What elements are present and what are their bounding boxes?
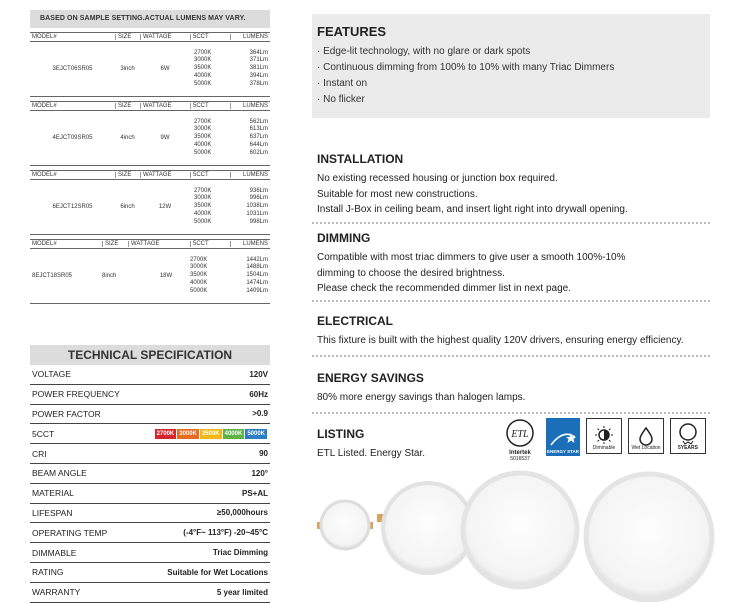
- spec-value: 120°: [251, 468, 268, 478]
- spec-label: POWER FREQUENCY: [32, 389, 120, 400]
- feature-item: · No flicker: [317, 94, 365, 105]
- model-size: [115, 42, 140, 96]
- cct-value: 2700K: [194, 187, 212, 194]
- svg-text:ETL: ETL: [511, 429, 529, 440]
- listing-line: ETL Listed. Energy Star.: [317, 448, 426, 459]
- electrical-section: [317, 314, 683, 349]
- model-number: [30, 111, 115, 165]
- features-box: [312, 14, 710, 118]
- lumens-value: 1031Lm: [246, 210, 268, 217]
- cct-value: 3000K: [194, 126, 212, 133]
- model-tables: [30, 10, 270, 304]
- lumens-list: [230, 249, 270, 303]
- dimmable-label: Dimmable: [592, 445, 616, 451]
- spec-label: OPERATING TEMP: [32, 527, 108, 538]
- spec-label: POWER FACTOR: [32, 408, 101, 419]
- model-wattage: [140, 42, 190, 96]
- spec-row: [30, 543, 270, 563]
- lumens-value: 998Lm: [249, 218, 268, 225]
- column-header: 5CCT: [190, 34, 230, 40]
- dimming-line: Please check the recommended dimmer list in next page.: [317, 283, 572, 294]
- divider: [312, 412, 710, 414]
- model-number: [30, 249, 102, 303]
- spec-label: WARRANTY: [32, 587, 81, 598]
- spec-value: >0.9: [252, 409, 268, 419]
- etl-number: 5016537: [510, 456, 530, 462]
- wet-location-label: Wet Location: [631, 445, 661, 451]
- spec-row: [30, 405, 270, 425]
- spec-row: [30, 484, 270, 504]
- lumens-value: 637Lm: [249, 134, 268, 141]
- column-header: MODEL#: [32, 34, 57, 40]
- column-header: LUMENS: [230, 34, 270, 40]
- cct-value: 4000K: [190, 279, 208, 286]
- column-header: SIZE: [102, 241, 128, 247]
- cct-value: 2700K: [194, 118, 212, 125]
- dimming-line: dimming to choose the desired brightness.: [317, 267, 505, 279]
- spec-label: RATING: [32, 567, 64, 578]
- dimmable-icon: [586, 418, 622, 454]
- spec-value: Triac Dimming: [212, 548, 268, 558]
- spec-label: 5CCT: [32, 428, 55, 439]
- model-size-value: 3inch: [120, 66, 135, 72]
- model-wattage-value: 9W: [160, 135, 170, 141]
- lumens-value: 1409Lm: [246, 287, 268, 294]
- lumens-value: 562Lm: [249, 118, 268, 125]
- cct-list: [190, 249, 230, 303]
- lumens-value: 1504Lm: [246, 272, 268, 279]
- energy-line: 80% more energy savings than halogen lamps.: [317, 392, 526, 403]
- model-table-body: [30, 42, 270, 97]
- model-number-value: 3EJCT06SR05: [52, 66, 93, 72]
- spec-row: [30, 563, 270, 583]
- model-table-header: [30, 239, 270, 249]
- model-wattage-value: 6W: [160, 66, 170, 72]
- light-8inch: [586, 474, 712, 600]
- spec-row: [30, 523, 270, 543]
- cct-swatch: 3500K: [200, 429, 223, 439]
- cct-swatch: 5000K: [245, 429, 268, 439]
- column-header: LUMENS: [230, 103, 270, 109]
- column-header: WATTAGE: [140, 172, 190, 178]
- installation-line: Install J-Box in ceiling beam, and insert light right into drywall opening.: [317, 204, 628, 215]
- energy-section: [317, 371, 525, 406]
- model-table: [30, 239, 270, 304]
- cct-value: 3500K: [194, 203, 212, 210]
- etl-icon: [503, 418, 537, 448]
- electrical-title: ELECTRICAL: [317, 314, 393, 328]
- etl-logo: [500, 418, 540, 462]
- spec-row: [30, 464, 270, 484]
- cct-list: [190, 180, 230, 234]
- product-lights-image: [315, 470, 715, 602]
- divider: [312, 222, 710, 224]
- column-header: SIZE: [115, 172, 140, 178]
- model-table-header: [30, 101, 270, 111]
- divider: [312, 300, 710, 302]
- cct-value: 5000K: [194, 80, 212, 87]
- column-header: 5CCT: [190, 103, 230, 109]
- model-wattage: [140, 111, 190, 165]
- lumens-value: 381Lm: [249, 65, 268, 72]
- features-title: FEATURES: [317, 24, 387, 39]
- model-table-body: [30, 249, 270, 304]
- cct-value: 2700K: [190, 256, 208, 263]
- model-number-value: 6EJCT12SR05: [52, 204, 93, 210]
- model-size-value: 6inch: [120, 204, 135, 210]
- installation-title: INSTALLATION: [317, 152, 404, 166]
- column-header: WATTAGE: [128, 241, 190, 247]
- cct-value: 3000K: [194, 195, 212, 202]
- installation-section: [317, 152, 628, 218]
- cct-value: 4000K: [194, 141, 212, 148]
- lumens-value: 996Lm: [249, 195, 268, 202]
- lumens-value: 602Lm: [249, 149, 268, 156]
- model-size: [115, 180, 140, 234]
- installation-line: Suitable for most new constructions.: [317, 188, 478, 200]
- tech-spec-title: TECHNICAL SPECIFICATION: [30, 345, 270, 365]
- cct-swatch: 2700K: [155, 429, 178, 439]
- spec-label: BEAM ANGLE: [32, 468, 87, 479]
- cct-value: 5000K: [190, 287, 208, 294]
- light-3inch: [321, 501, 369, 549]
- light-6inch: [463, 473, 577, 587]
- feature-item: · Instant on: [317, 78, 368, 89]
- energy-star-icon: [546, 418, 580, 456]
- feature-item: · Continuous dimming from 100% to 10% with many Triac Dimmers: [317, 62, 615, 73]
- model-table: [30, 32, 270, 97]
- model-size: [115, 111, 140, 165]
- model-table: [30, 170, 270, 235]
- model-table-body: [30, 111, 270, 166]
- spec-label: VOLTAGE: [32, 369, 71, 380]
- lumens-value: 364Lm: [249, 49, 268, 56]
- energy-title: ENERGY SAVINGS: [317, 371, 424, 385]
- lumens-banner: BASED ON SAMPLE SETTING.ACTUAL LUMENS MAY VARY.: [30, 10, 270, 28]
- spec-value: 5 year limited: [216, 587, 268, 597]
- lumens-value: 936Lm: [249, 187, 268, 194]
- dimming-line: Compatible with most triac dimmers to give user a smooth 100%-10%: [317, 252, 626, 263]
- model-wattage: [140, 180, 190, 234]
- lumens-list: [230, 111, 270, 165]
- cct-value: 4000K: [194, 72, 212, 79]
- column-header: SIZE: [115, 34, 140, 40]
- spec-label: MATERIAL: [32, 488, 74, 499]
- warranty-label: 5YEARS: [677, 445, 698, 451]
- cct-value: 2700K: [194, 49, 212, 56]
- cct-value: 5000K: [194, 149, 212, 156]
- spec-label: CRI: [32, 448, 47, 459]
- installation-line: No existing recessed housing or junction box required.: [317, 173, 558, 184]
- listing-title: LISTING: [317, 427, 365, 441]
- cct-swatch: 3000K: [177, 429, 200, 439]
- lumens-value: 1488Lm: [246, 264, 268, 271]
- lumens-list: [230, 180, 270, 234]
- lumens-value: 371Lm: [249, 57, 268, 64]
- cct-value: 3500K: [194, 134, 212, 141]
- model-table-header: [30, 32, 270, 42]
- model-number-value: 8EJCT18SR05: [32, 273, 73, 279]
- cct-swatch: 4000K: [223, 429, 246, 439]
- spec-value: (-4°F~ 113°F) -20~45°C: [183, 528, 268, 538]
- dimming-section: [317, 231, 625, 297]
- dimming-title: DIMMING: [317, 231, 371, 245]
- lumens-list: [230, 42, 270, 96]
- column-header: SIZE: [115, 103, 140, 109]
- model-number-value: 4EJCT09SR05: [52, 135, 93, 141]
- cct-value: 5000K: [194, 218, 212, 225]
- spec-row: [30, 424, 270, 444]
- model-wattage: [142, 249, 190, 303]
- cct-list: [190, 42, 230, 96]
- spec-value: PS+AL: [241, 488, 268, 498]
- lumens-value: 1038Lm: [246, 203, 268, 210]
- cct-value: 3000K: [194, 57, 212, 64]
- column-header: MODEL#: [32, 241, 57, 247]
- lumens-value: 1474Lm: [246, 279, 268, 286]
- certification-icons: [500, 418, 706, 462]
- technical-specification: [30, 345, 270, 603]
- model-table: [30, 101, 270, 166]
- spec-value: Suitable for Wet Locations: [167, 567, 268, 577]
- model-size-value: 8inch: [102, 273, 117, 279]
- light-4inch: [383, 483, 473, 573]
- spec-row: [30, 504, 270, 524]
- model-table-body: [30, 180, 270, 235]
- divider: [312, 355, 710, 357]
- model-wattage-value: 12W: [158, 204, 172, 210]
- model-wattage-value: 18W: [159, 273, 173, 279]
- spec-value: 120V: [249, 369, 268, 379]
- lumens-value: 644Lm: [249, 141, 268, 148]
- model-table-header: [30, 170, 270, 180]
- column-header: 5CCT: [190, 172, 230, 178]
- column-header: LUMENS: [230, 172, 270, 178]
- cct-value: 3500K: [190, 272, 208, 279]
- listing-section: [317, 427, 425, 462]
- spec-value: ≥50,000hours: [216, 508, 268, 518]
- feature-item: · Edge-lit technology, with no glare or dark spots: [317, 46, 531, 57]
- lumens-value: 394Lm: [249, 72, 268, 79]
- cct-value: 4000K: [194, 210, 212, 217]
- cct-color-bar: [155, 429, 268, 439]
- etl-brand: Intertek: [509, 450, 531, 456]
- column-header: WATTAGE: [140, 103, 190, 109]
- spec-row: [30, 385, 270, 405]
- wet-location-icon: [628, 418, 664, 454]
- cct-value: 3000K: [190, 264, 208, 271]
- column-header: WATTAGE: [140, 34, 190, 40]
- spec-label: LIFESPAN: [32, 507, 73, 518]
- energy-star-label: ENERGY STAR: [546, 449, 580, 454]
- cct-value: 3500K: [194, 65, 212, 72]
- lumens-value: 1442Lm: [246, 256, 268, 263]
- spec-label: DIMMABLE: [32, 547, 77, 558]
- electrical-line: This fixture is built with the highest quality 120V drivers, ensuring energy efficiency.: [317, 335, 684, 346]
- model-number: [30, 180, 115, 234]
- spec-value: 60Hz: [249, 389, 268, 399]
- column-header: LUMENS: [230, 241, 270, 247]
- column-header: 5CCT: [190, 241, 230, 247]
- model-number: [30, 42, 115, 96]
- lumens-value: 378Lm: [249, 80, 268, 87]
- spec-row: [30, 583, 270, 603]
- column-header: MODEL#: [32, 172, 57, 178]
- warranty-icon: [670, 418, 706, 454]
- lumens-value: 613Lm: [249, 126, 268, 133]
- cct-list: [190, 111, 230, 165]
- spec-row: [30, 444, 270, 464]
- spec-value: 90: [259, 449, 268, 459]
- model-size-value: 4inch: [120, 135, 135, 141]
- column-header: MODEL#: [32, 103, 57, 109]
- model-size: [102, 249, 142, 303]
- spec-row: [30, 365, 270, 385]
